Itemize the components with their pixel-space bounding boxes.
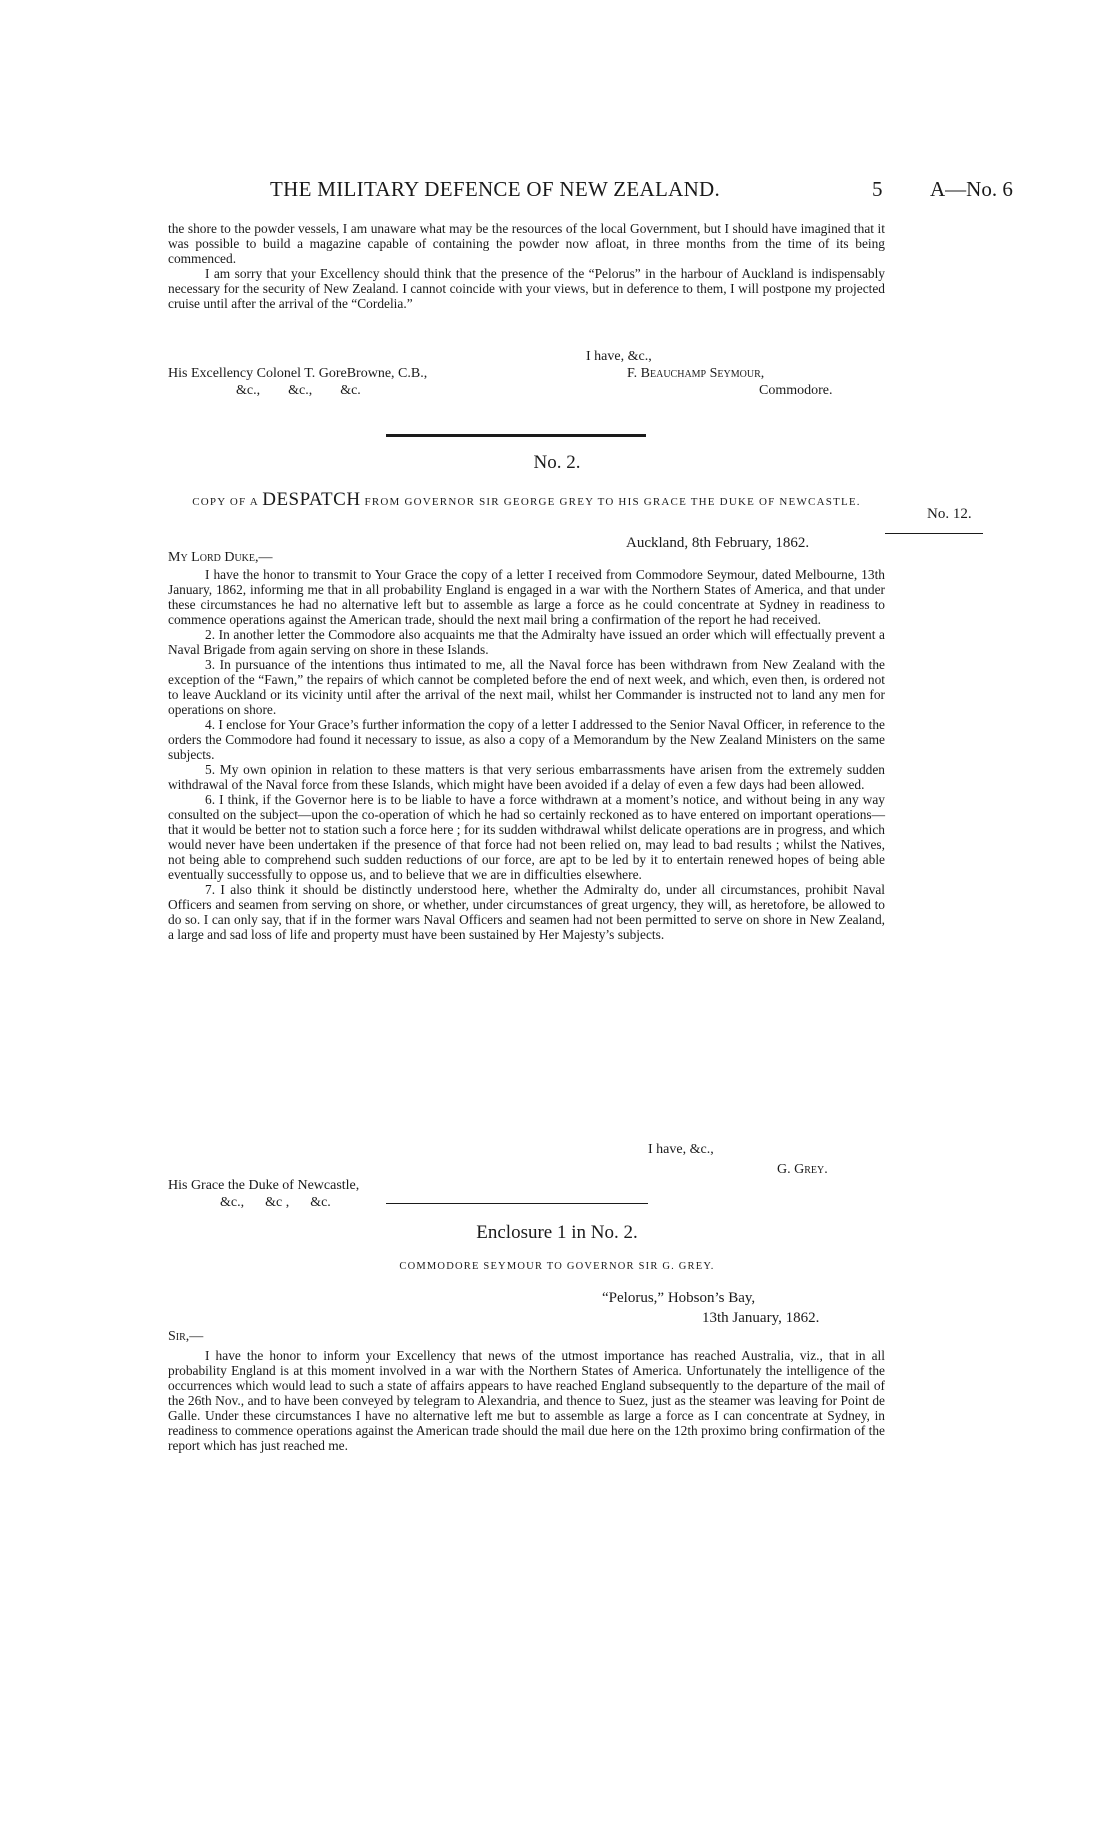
title-prefix: COPY OF A [192,496,259,508]
enclosure-place: “Pelorus,” Hobson’s Bay, [602,1290,756,1306]
paragraph: 3. In pursuance of the intentions thus intimated to me, all the Naval force has been withdrawn from New Zealand with the exception of the “Fawn,” the repairs of which cannot be completed before the end of next week, and which, even then, is ordered not to leave Auckland or its vicinity until after the arrival of the next mail, whilst her Commander is instructed not to land any men for operations on shore. [168,657,885,717]
addressee: His Excellency Colonel T. GoreBrowne, C.B., [168,366,428,381]
title-main: DESPATCH [262,489,361,510]
margin-reference: No. 12. [927,506,972,522]
addressee: His Grace the Duke of Newcastle, [168,1178,360,1193]
place-date: Auckland, 8th February, 1862. [626,535,810,551]
page-number: 5 [872,177,883,201]
enclosure-heading: Enclosure 1 in No. 2. [476,1222,638,1243]
addressee-etc: &c., &c., &c. [236,383,361,398]
signature-title: Commodore. [759,383,833,398]
paragraph: 2. In another letter the Commodore also acquaints me that the Admiralty have issued an order which will effectually prevent a Naval Brigade from again serving on shore in these Islands. [168,627,885,657]
closing: I have, &c., [648,1142,714,1157]
paragraph: 6. I think, if the Governor here is to be liable to have a force withdrawn at a moment’s notice, and without being in any way consulted on the subject—upon the co-operation of which he had so certainly reckoned as to have entered on important operations—that it would be better not to station such a force here ; for its sudden withdrawal whilst delicate operations are in progress, and which would never have been undertaken if the presence of that force had not been relied on, may lead to bad results ; whilst the Natives, not being able to comprehend such sudden reductions of our force, are apt to be led by it to entertain renewed hopes of being able eventually successfully to oppose us, and to believe that we are in difficulties elsewhere. [168,792,885,882]
letter-continuation [168,221,885,311]
signature: F. Beauchamp Seymour, [627,366,765,381]
addressee-etc: &c., &c , &c. [220,1195,331,1210]
paragraph: 7. I also think it should be distinctly understood here, whether the Admiralty do, under all circumstances, prohibit Naval Officers and seamen from serving on shore, or whether, under circumstances of great urgency, they will, as heretofore, be allowed to do so. I can only say, that if in the former wars Naval Officers and seamen had not been permitted to serve on shore in New Zealand, a large and sad loss of life and property must have been sustained by Her Majesty’s subjects. [168,882,885,942]
enclosure-date: 13th January, 1862. [702,1310,820,1326]
enclosure-body [168,1348,885,1453]
section-divider [386,434,646,437]
despatch-number: No. 2. [533,452,581,473]
title-suffix: FROM GOVERNOR SIR GEORGE GREY TO HIS GRACE THE DUKE OF NEWCASTLE. [364,496,861,508]
margin-rule [885,533,983,534]
signature: G. Grey. [777,1162,828,1177]
paragraph: I have the honor to transmit to Your Grace the copy of a letter I received from Commodore Seymour, dated Melbourne, 13th January, 1862, informing me that in all probability England is engaged in a war with the Northern States of America, and that under these circumstances he had no alternative left but to assemble as large a force as he could concentrate at Sydney in readiness to commence operations against the American trade, should the next mail bring a confirmation of the report he had received. [168,567,885,627]
closing: I have, &c., [586,349,652,364]
paragraph: the shore to the powder vessels, I am unaware what may be the resources of the local Government, but I should have imagined that it was possible to build a magazine capable of containing the powder now afloat, in three months from the time of its being commenced. [168,221,885,266]
running-header-title: THE MILITARY DEFENCE OF NEW ZEALAND. [270,177,721,201]
series-reference: A—No. 6 [930,177,1013,201]
enclosure-subheading: COMMODORE SEYMOUR TO GOVERNOR SIR G. GREY. [399,1261,715,1272]
paragraph: I am sorry that your Excellency should think that the presence of the “Pelorus” in the harbour of Auckland is indispensably necessary for the security of New Zealand. I cannot coincide with your views, but in deference to them, I will postpone my projected cruise until after the arrival of the “Cordelia.” [168,266,885,311]
despatch-body [168,567,885,942]
salutation: My Lord Duke,— [168,550,273,565]
paragraph: 4. I enclose for Your Grace’s further information the copy of a letter I addressed to the Senior Naval Officer, in reference to the orders the Commodore had found it necessary to issue, as also a copy of a Memorandum by the New Zealand Ministers on the same subjects. [168,717,885,762]
section-divider [386,1203,648,1204]
paragraph: I have the honor to inform your Excellency that news of the utmost importance has reached Australia, viz., that in all probability England is at this moment involved in a war with the Northern States of America. Unfortunately the intelligence of the occurrences which would lead to such a state of affairs appears to have reached England subsequently to the departure of the mail of the 26th Nov., and to have been conveyed by telegram to Alexandria, and thence to Suez, just as the steamer was leaving for Point de Galle. Under these circumstances I have no alternative left me but to assemble as large a force as I can concentrate at Sydney, in readiness to commence operations against the American trade should the mail due here on the 12th proximo bring confirmation of the report which has just reached me. [168,1348,885,1453]
despatch-title [168,491,885,511]
salutation: Sir,— [168,1329,204,1344]
paragraph: 5. My own opinion in relation to these matters is that very serious embarrassments have arisen from the extremely sudden withdrawal of the Naval force from these Islands, which might have been avoided if a delay of even a few days had been allowed. [168,762,885,792]
